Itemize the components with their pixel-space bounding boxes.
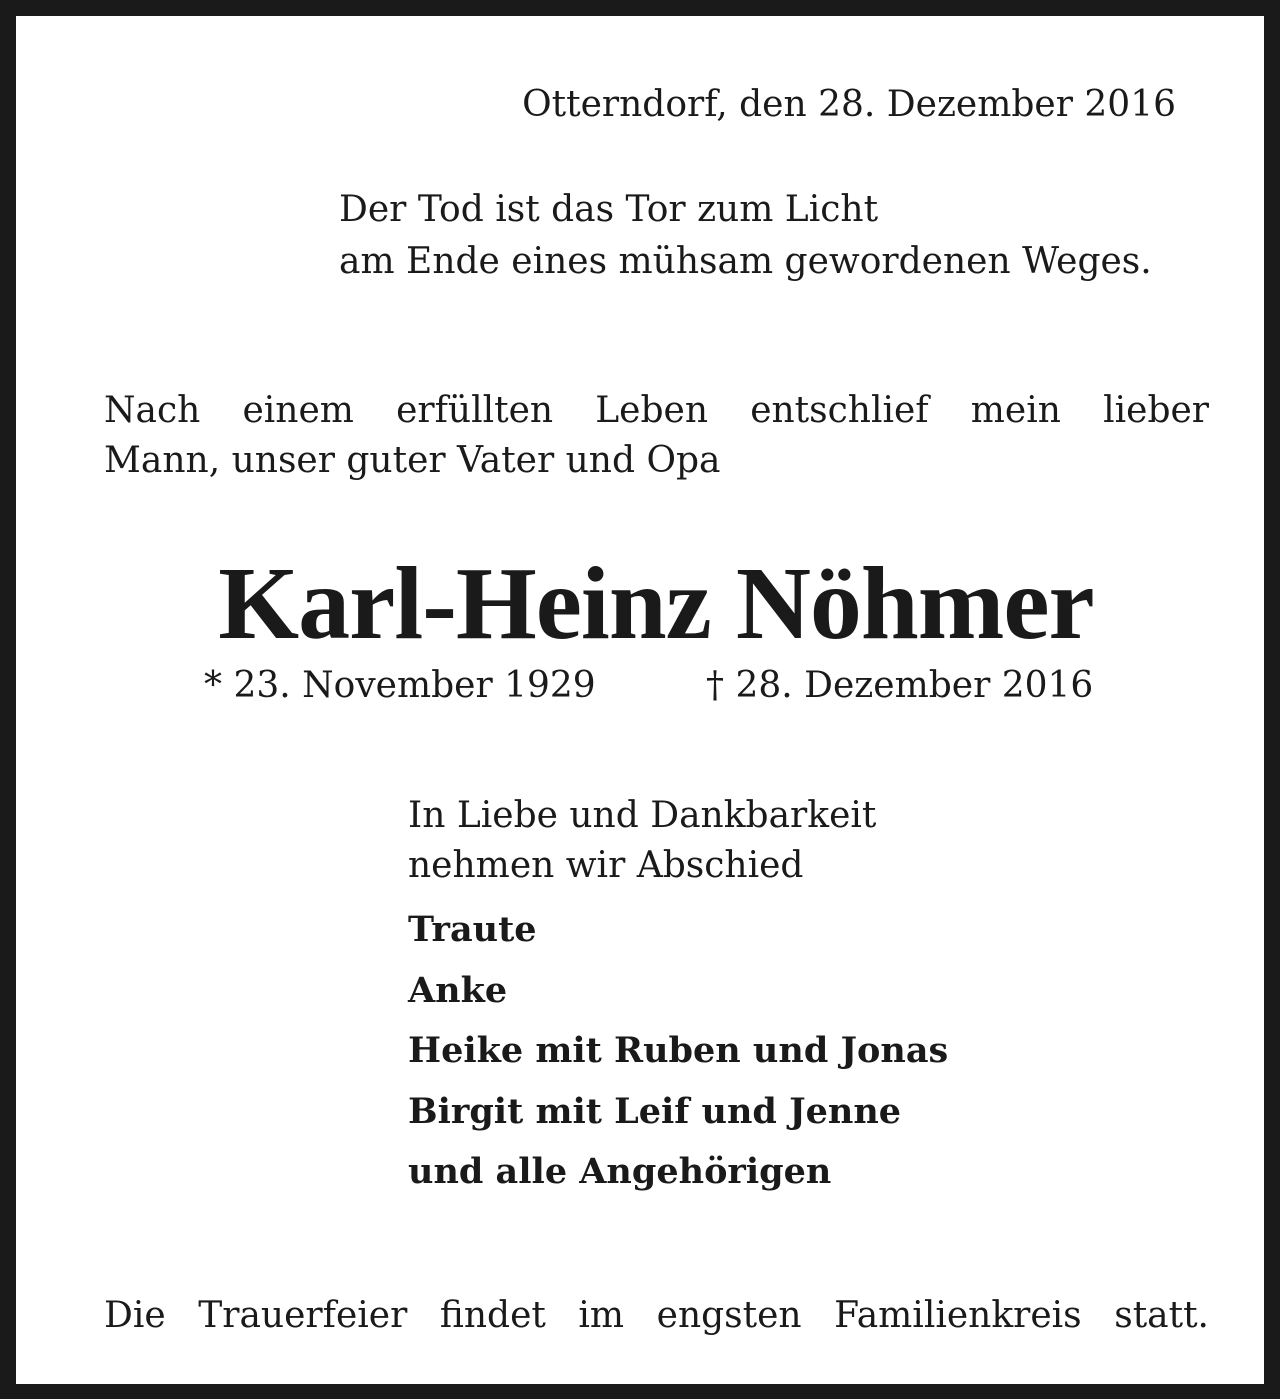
mourner-name: Anke [408, 969, 508, 1011]
motto-quote [339, 184, 1209, 288]
farewell-text [408, 791, 876, 891]
mourner-name: Heike mit Ruben und Jonas [408, 1030, 949, 1071]
farewell-line: nehmen wir Abschied [408, 845, 804, 886]
intro-text [104, 386, 1209, 486]
death-date: † 28. Dezember 2016 [706, 665, 1094, 706]
mourner-name: Traute [408, 909, 537, 950]
motto-line: Der Tod ist das Tor zum Licht [339, 189, 879, 230]
deceased-name: Karl-Heinz Nöhmer [218, 546, 1094, 661]
mourner-name: Birgit mit Leif und Jenne [408, 1090, 902, 1132]
motto-line: am Ende eines mühsam gewordenen Weges. [339, 241, 1152, 282]
intro-line: Mann, unser guter Vater und Opa [104, 440, 721, 481]
intro-line: Nach einem erfüllten Leben entschlief mein lieber [104, 390, 1209, 431]
mourners-list [408, 900, 948, 1203]
birth-date: * 23. November 1929 [204, 665, 596, 706]
mourner-name: und alle Angehörigen [408, 1151, 832, 1192]
farewell-line: In Liebe und Dankbarkeit [408, 795, 877, 836]
funeral-note: Die Trauerfeier findet im engsten Familienkreis statt. [104, 1295, 1209, 1336]
place-date: Otterndorf, den 28. Dezember 2016 [522, 84, 1176, 125]
